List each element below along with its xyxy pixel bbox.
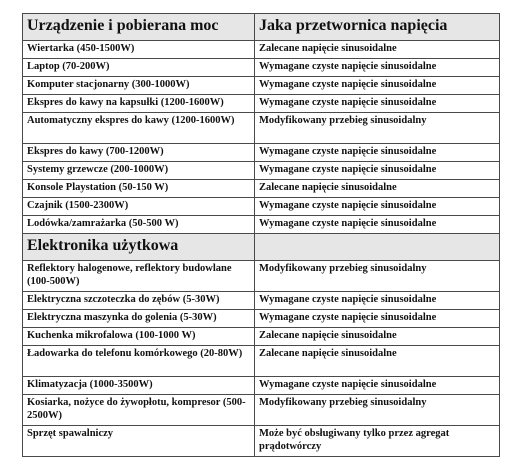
table-row: [23, 59, 500, 77]
inverter-cell: Zalecane napięcie sinusoidalne: [255, 328, 500, 346]
device-cell: Kuchenka mikrofalowa (100-1000 W): [23, 328, 255, 346]
device-cell: Komputer stacjonarny (300-1000W): [23, 77, 255, 95]
table-row: [23, 41, 500, 59]
inverter-cell: Wymagane czyste napięcie sinusoidalne: [255, 59, 500, 77]
section-title-empty-cell: [255, 234, 500, 261]
inverter-cell: Wymagane czyste napięcie sinusoidalne: [255, 144, 500, 162]
header-device: Urządzenie i pobierana moc: [23, 14, 255, 41]
table-row: [23, 426, 500, 457]
table-row: [23, 180, 500, 198]
table-row: [23, 377, 500, 395]
inverter-cell: Wymagane czyste napięcie sinusoidalne: [255, 292, 500, 310]
table-row: [23, 198, 500, 216]
inverter-cell: Zalecane napięcie sinusoidalne: [255, 346, 500, 377]
device-cell: Reflektory halogenowe, reflektory budowlane (100-500W): [23, 261, 255, 292]
device-cell: Elektryczna szczoteczka do zębów (5-30W): [23, 292, 255, 310]
inverter-cell: Zalecane napięcie sinusoidalne: [255, 180, 500, 198]
device-cell: Ekspres do kawy (700-1200W): [23, 144, 255, 162]
table-row: [23, 261, 500, 292]
inverter-cell: Wymagane czyste napięcie sinusoidalne: [255, 77, 500, 95]
inverter-cell: Zalecane napięcie sinusoidalne: [255, 41, 500, 59]
table-row: [23, 310, 500, 328]
inverter-cell: Może być obsługiwany tylko przez agregat prądotwórczy: [255, 426, 500, 457]
device-cell: Kosiarka, nożyce do żywopłotu, kompresor (500-2500W): [23, 395, 255, 426]
table-row: [23, 144, 500, 162]
inverter-cell: Modyfikowany przebieg sinusoidalny: [255, 261, 500, 292]
inverter-cell: Wymagane czyste napięcie sinusoidalne: [255, 216, 500, 234]
table-row: [23, 113, 500, 144]
device-cell: Elektryczna maszynka do golenia (5-30W): [23, 310, 255, 328]
table-row: [23, 395, 500, 426]
device-cell: Czajnik (1500-2300W): [23, 198, 255, 216]
inverter-cell: Wymagane czyste napięcie sinusoidalne: [255, 310, 500, 328]
table-row: [23, 216, 500, 234]
device-cell: Ładowarka do telefonu komórkowego (20-80W): [23, 346, 255, 377]
device-cell: Konsole Playstation (50-150 W): [23, 180, 255, 198]
inverter-cell: Wymagane czyste napięcie sinusoidalne: [255, 95, 500, 113]
inverter-cell: Wymagane czyste napięcie sinusoidalne: [255, 377, 500, 395]
device-cell: Automatyczny ekspres do kawy (1200-1600W): [23, 113, 255, 144]
inverter-cell: Wymagane czyste napięcie sinusoidalne: [255, 198, 500, 216]
inverter-cell: Wymagane czyste napięcie sinusoidalne: [255, 162, 500, 180]
section-header-row: [23, 234, 500, 261]
device-cell: Lodówka/zamrażarka (50-500 W): [23, 216, 255, 234]
table-header-row: [23, 14, 500, 41]
device-cell: Klimatyzacja (1000-3500W): [23, 377, 255, 395]
device-cell: Sprzęt spawalniczy: [23, 426, 255, 457]
table-row: [23, 95, 500, 113]
inverter-table: [22, 13, 500, 457]
section-title: Elektronika użytkowa: [23, 234, 255, 261]
table-row: [23, 328, 500, 346]
table-row: [23, 77, 500, 95]
inverter-cell: Modyfikowany przebieg sinusoidalny: [255, 395, 500, 426]
table-row: [23, 346, 500, 377]
header-inverter: Jaka przetwornica napięcia: [255, 14, 500, 41]
device-cell: Ekspres do kawy na kapsułki (1200-1600W): [23, 95, 255, 113]
table-row: [23, 162, 500, 180]
table-row: [23, 292, 500, 310]
inverter-cell: Modyfikowany przebieg sinusoidalny: [255, 113, 500, 144]
device-cell: Systemy grzewcze (200-1000W): [23, 162, 255, 180]
device-cell: Laptop (70-200W): [23, 59, 255, 77]
device-cell: Wiertarka (450-1500W): [23, 41, 255, 59]
